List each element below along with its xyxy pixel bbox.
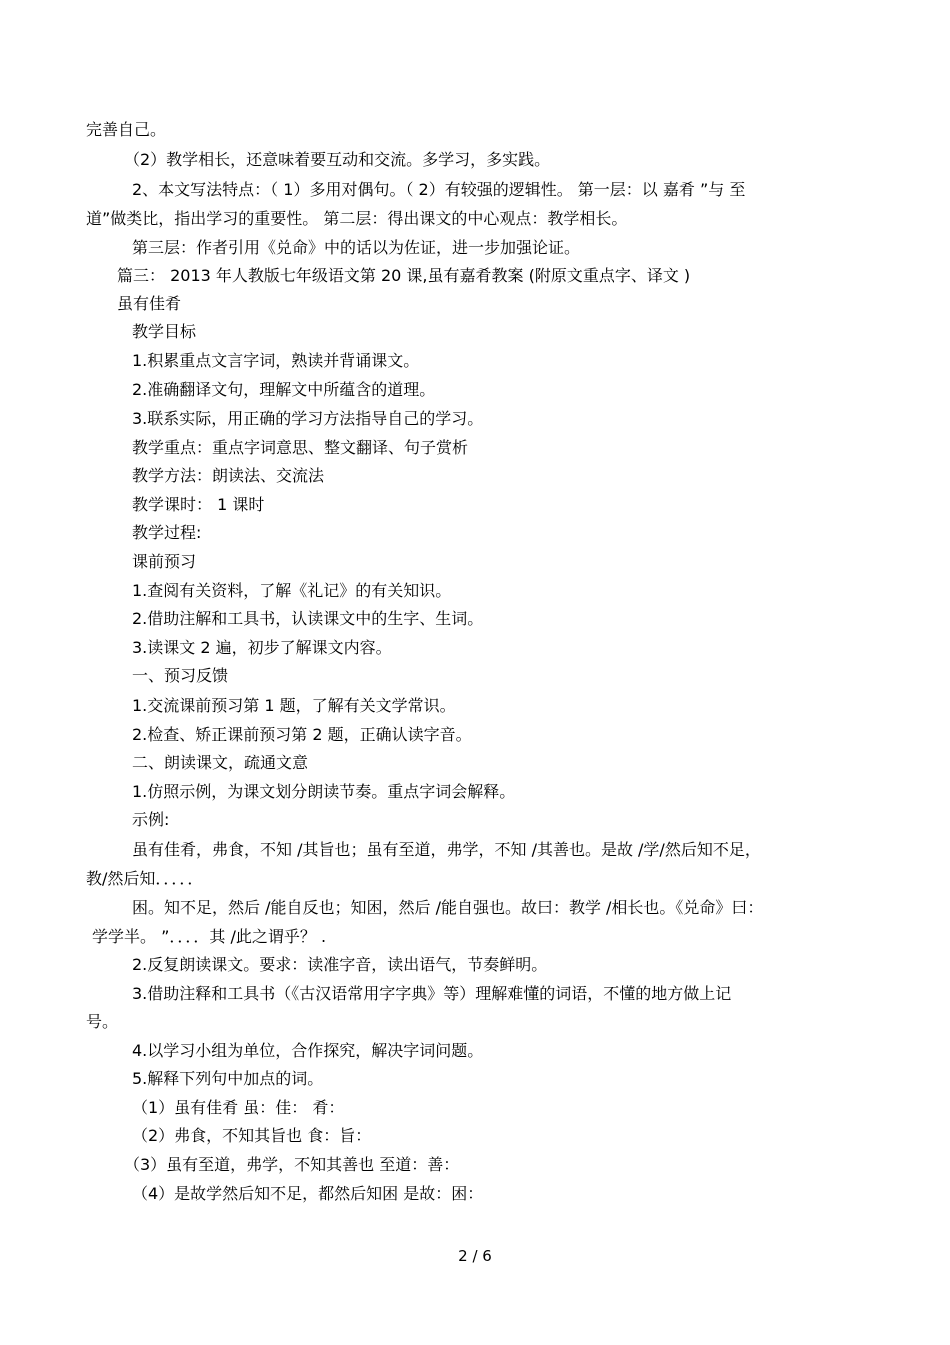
text-line: 困。知不足，然后 /能自反也；知困，然后 /能自强也。故曰：教学 /相长也。《兑命》曰： [132, 898, 764, 917]
page-number: 2 / 6 [458, 1247, 492, 1265]
text-line: 2.反复朗读课文。要求：读准字音，读出语气，节奏鲜明。 [132, 955, 548, 974]
text-line: 示例: [132, 810, 170, 829]
text-line: 教学过程: [132, 523, 202, 542]
section-heading: 篇三： 2013 年人教版七年级语文第 20 课,虽有嘉肴教案 (附原文重点字、译文 ) [117, 266, 691, 285]
text-line: 教学课时： 1 课时 [132, 495, 265, 514]
text-line: 4.以学习小组为单位，合作探究，解决字词问题。 [132, 1041, 484, 1060]
text-line: 教学目标 [132, 322, 197, 341]
text-line: 一、预习反馈 [132, 666, 229, 685]
text-line: 完善自己。 [86, 120, 167, 139]
text-line: （3）虽有至道，弗学，不知其善也 至道：善： [124, 1155, 460, 1174]
text-line: 学学半。 ”．．．．其 /此之谓乎？ . [92, 927, 327, 946]
text-line: 号。 [86, 1012, 119, 1031]
text-line: 教/然后知．．．．． [86, 869, 204, 888]
text-line: 2.准确翻译文句，理解文中所蕴含的道理。 [132, 380, 436, 399]
text-line: 虽有佳肴，弗食，不知 /其旨也；虽有至道，弗学，不知 /其善也。是故 /学/然后知不足， [132, 840, 761, 859]
text-line: 1.查阅有关资料，了解《礼记》的有关知识。 [132, 581, 452, 600]
text-line: 1.交流课前预习第 1 题，了解有关文学常识。 [132, 696, 456, 715]
text-line: 二、朗读课文，疏通文意 [132, 753, 309, 772]
text-line: 2.检查、矫正课前预习第 2 题，正确认读字音。 [132, 725, 472, 744]
text-line: 教学重点：重点字词意思、整文翻译、句子赏析 [132, 438, 469, 457]
text-line: （1）虽有佳肴 虽：佳： 肴： [132, 1098, 345, 1117]
text-line: 2.借助注解和工具书，认读课文中的生字、生词。 [132, 609, 484, 628]
text-line: 1.积累重点文言字词，熟读并背诵课文。 [132, 351, 420, 370]
text-line: （4）是故学然后知不足，都然后知困 是故：困： [132, 1184, 484, 1203]
text-line: （2）弗食，不知其旨也 食：旨： [132, 1126, 372, 1145]
text-line: 道”做类比，指出学习的重要性。 第二层：得出课文的中心观点：教学相长。 [86, 209, 628, 228]
lesson-title: 虽有佳肴 [117, 294, 182, 313]
text-line: 1.仿照示例，为课文划分朗读节奏。重点字词会解释。 [132, 782, 516, 801]
text-line: 第三层：作者引用《兑命》中的话以为佐证，进一步加强论证。 [132, 238, 581, 257]
text-line: 3.读课文 2 遍，初步了解课文内容。 [132, 638, 392, 657]
text-line: 3.联系实际，用正确的学习方法指导自己的学习。 [132, 409, 484, 428]
text-line: 课前预习 [132, 552, 197, 571]
text-line: （2）教学相长，还意味着要互动和交流。多学习，多实践。 [124, 150, 551, 169]
text-line: 3.借助注释和工具书（《古汉语常用字字典》等）理解难懂的词语，不懂的地方做上记 [132, 984, 732, 1003]
text-line: 2、本文写法特点：（ 1）多用对偶句。（ 2）有较强的逻辑性。 第一层：以 嘉肴 ”与 至 [132, 180, 746, 199]
text-line: 5.解释下列句中加点的词。 [132, 1069, 324, 1088]
text-line: 教学方法：朗读法、交流法 [132, 466, 325, 485]
